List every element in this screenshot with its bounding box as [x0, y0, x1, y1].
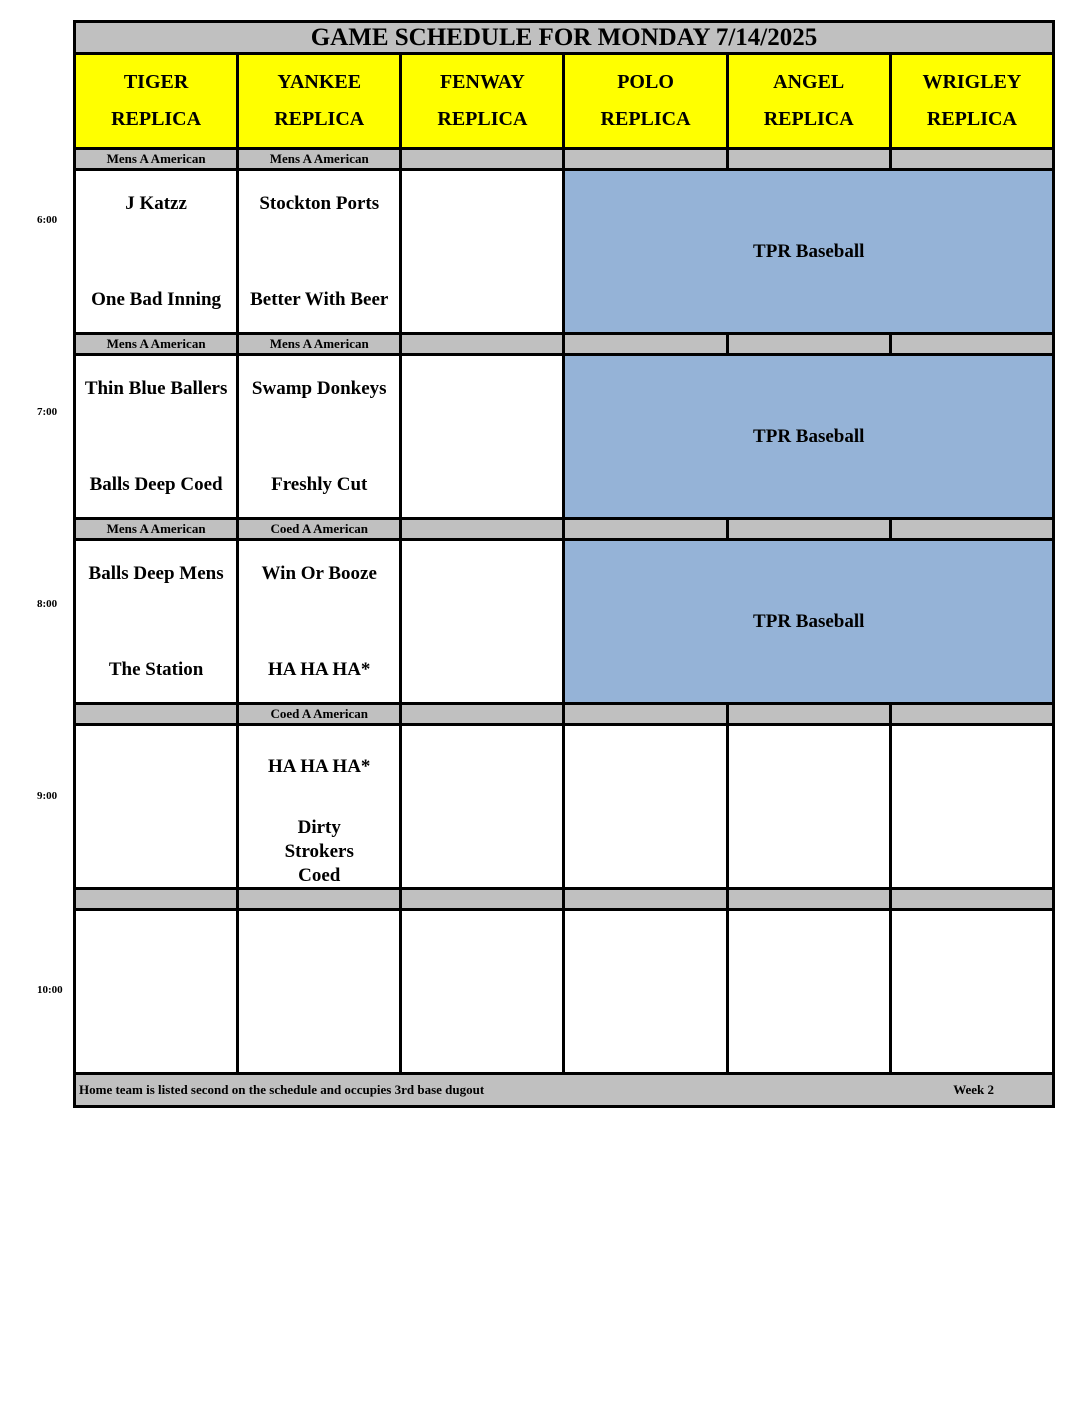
game-cell — [727, 910, 890, 1074]
division-label — [564, 704, 727, 725]
game-row — [75, 910, 1054, 1074]
footer-note: Home team is listed second on the schedule and occupies 3rd base dugout — [79, 1082, 485, 1097]
game-cell — [75, 540, 238, 704]
home-team: Dirty Strokers Coed — [284, 816, 354, 886]
away-team: Win Or Booze — [261, 562, 377, 584]
game-cell — [890, 910, 1053, 1074]
division-label: Mens A American — [75, 334, 238, 355]
home-team: One Bad Inning — [91, 288, 222, 310]
field-header-row — [75, 54, 1054, 149]
field-name: FENWAY — [439, 71, 525, 93]
field-sub: REPLICA — [600, 108, 691, 130]
division-label — [890, 334, 1053, 355]
field-yankee — [238, 54, 401, 149]
game-cell — [238, 910, 401, 1074]
division-label — [564, 334, 727, 355]
game-cell — [75, 910, 238, 1074]
time-label: 6:00 — [37, 214, 58, 226]
field-name: POLO — [617, 71, 674, 93]
game-cell — [401, 355, 564, 519]
game-cell — [238, 170, 401, 334]
away-team: Swamp Donkeys — [251, 377, 387, 399]
division-label — [238, 889, 401, 910]
away-team: Thin Blue Ballers — [84, 377, 228, 399]
division-label: Coed A American — [238, 519, 401, 540]
game-cell — [75, 355, 238, 519]
game-cell — [890, 725, 1053, 889]
page-title: GAME SCHEDULE FOR MONDAY 7/14/2025 — [75, 22, 1054, 54]
division-label: Mens A American — [75, 519, 238, 540]
division-label — [727, 519, 890, 540]
division-label — [401, 334, 564, 355]
game-cell — [75, 725, 238, 889]
division-label: Coed A American — [238, 704, 401, 725]
division-label: Mens A American — [238, 334, 401, 355]
time-label: 10:00 — [37, 984, 63, 996]
division-label — [564, 519, 727, 540]
home-team: The Station — [108, 658, 204, 680]
division-label — [401, 889, 564, 910]
game-cell — [401, 910, 564, 1074]
game-cell — [238, 725, 401, 889]
home-team: Better With Beer — [250, 288, 389, 310]
division-label — [401, 149, 564, 170]
game-cell — [564, 910, 727, 1074]
game-row — [75, 355, 1054, 519]
home-team: Freshly Cut — [271, 473, 368, 495]
reserved-block: TPR Baseball — [564, 170, 1054, 334]
field-name: ANGEL — [773, 71, 845, 93]
away-team: HA HA HA* — [268, 755, 371, 777]
division-label — [890, 519, 1053, 540]
game-cell — [401, 725, 564, 889]
game-row — [75, 170, 1054, 334]
division-row — [75, 519, 1054, 540]
home-team: HA HA HA* — [268, 658, 371, 680]
division-label — [890, 149, 1053, 170]
away-team: Stockton Ports — [259, 192, 380, 214]
away-team: J Katzz — [125, 192, 187, 214]
game-row — [75, 725, 1054, 889]
division-label — [401, 519, 564, 540]
game-cell — [401, 540, 564, 704]
time-label: 7:00 — [37, 406, 58, 418]
division-label — [890, 704, 1053, 725]
field-name: TIGER — [123, 71, 189, 93]
field-sub: REPLICA — [926, 108, 1017, 130]
division-label — [727, 149, 890, 170]
division-label — [564, 149, 727, 170]
field-sub: REPLICA — [437, 108, 528, 130]
home-team: Balls Deep Coed — [89, 473, 223, 495]
field-sub: REPLICA — [274, 108, 365, 130]
time-label: 9:00 — [37, 790, 58, 802]
reserved-block: TPR Baseball — [564, 540, 1054, 704]
week-label: Week 2 — [953, 1082, 994, 1097]
division-label — [727, 704, 890, 725]
game-cell — [75, 170, 238, 334]
division-label — [564, 889, 727, 910]
game-cell — [238, 540, 401, 704]
schedule-table — [73, 20, 1055, 1108]
division-label — [75, 704, 238, 725]
division-row — [75, 704, 1054, 725]
game-row — [75, 540, 1054, 704]
game-cell — [727, 725, 890, 889]
division-label — [890, 889, 1053, 910]
field-polo — [564, 54, 727, 149]
field-sub: REPLICA — [763, 108, 854, 130]
reserved-block: TPR Baseball — [564, 355, 1054, 519]
division-label: Mens A American — [238, 149, 401, 170]
division-label — [75, 889, 238, 910]
game-cell — [564, 725, 727, 889]
footer — [75, 1074, 1054, 1107]
division-row — [75, 889, 1054, 910]
field-sub: REPLICA — [111, 108, 202, 130]
game-cell — [401, 170, 564, 334]
field-angel — [727, 54, 890, 149]
field-fenway — [401, 54, 564, 149]
time-label: 8:00 — [37, 598, 58, 610]
away-team: Balls Deep Mens — [88, 562, 224, 584]
field-name: WRIGLEY — [922, 71, 1022, 93]
division-row — [75, 334, 1054, 355]
field-name: YANKEE — [277, 71, 362, 93]
field-wrigley — [890, 54, 1053, 149]
field-tiger — [75, 54, 238, 149]
division-label: Mens A American — [75, 149, 238, 170]
game-cell — [238, 355, 401, 519]
division-label — [401, 704, 564, 725]
division-label — [727, 334, 890, 355]
division-label — [727, 889, 890, 910]
division-row — [75, 149, 1054, 170]
